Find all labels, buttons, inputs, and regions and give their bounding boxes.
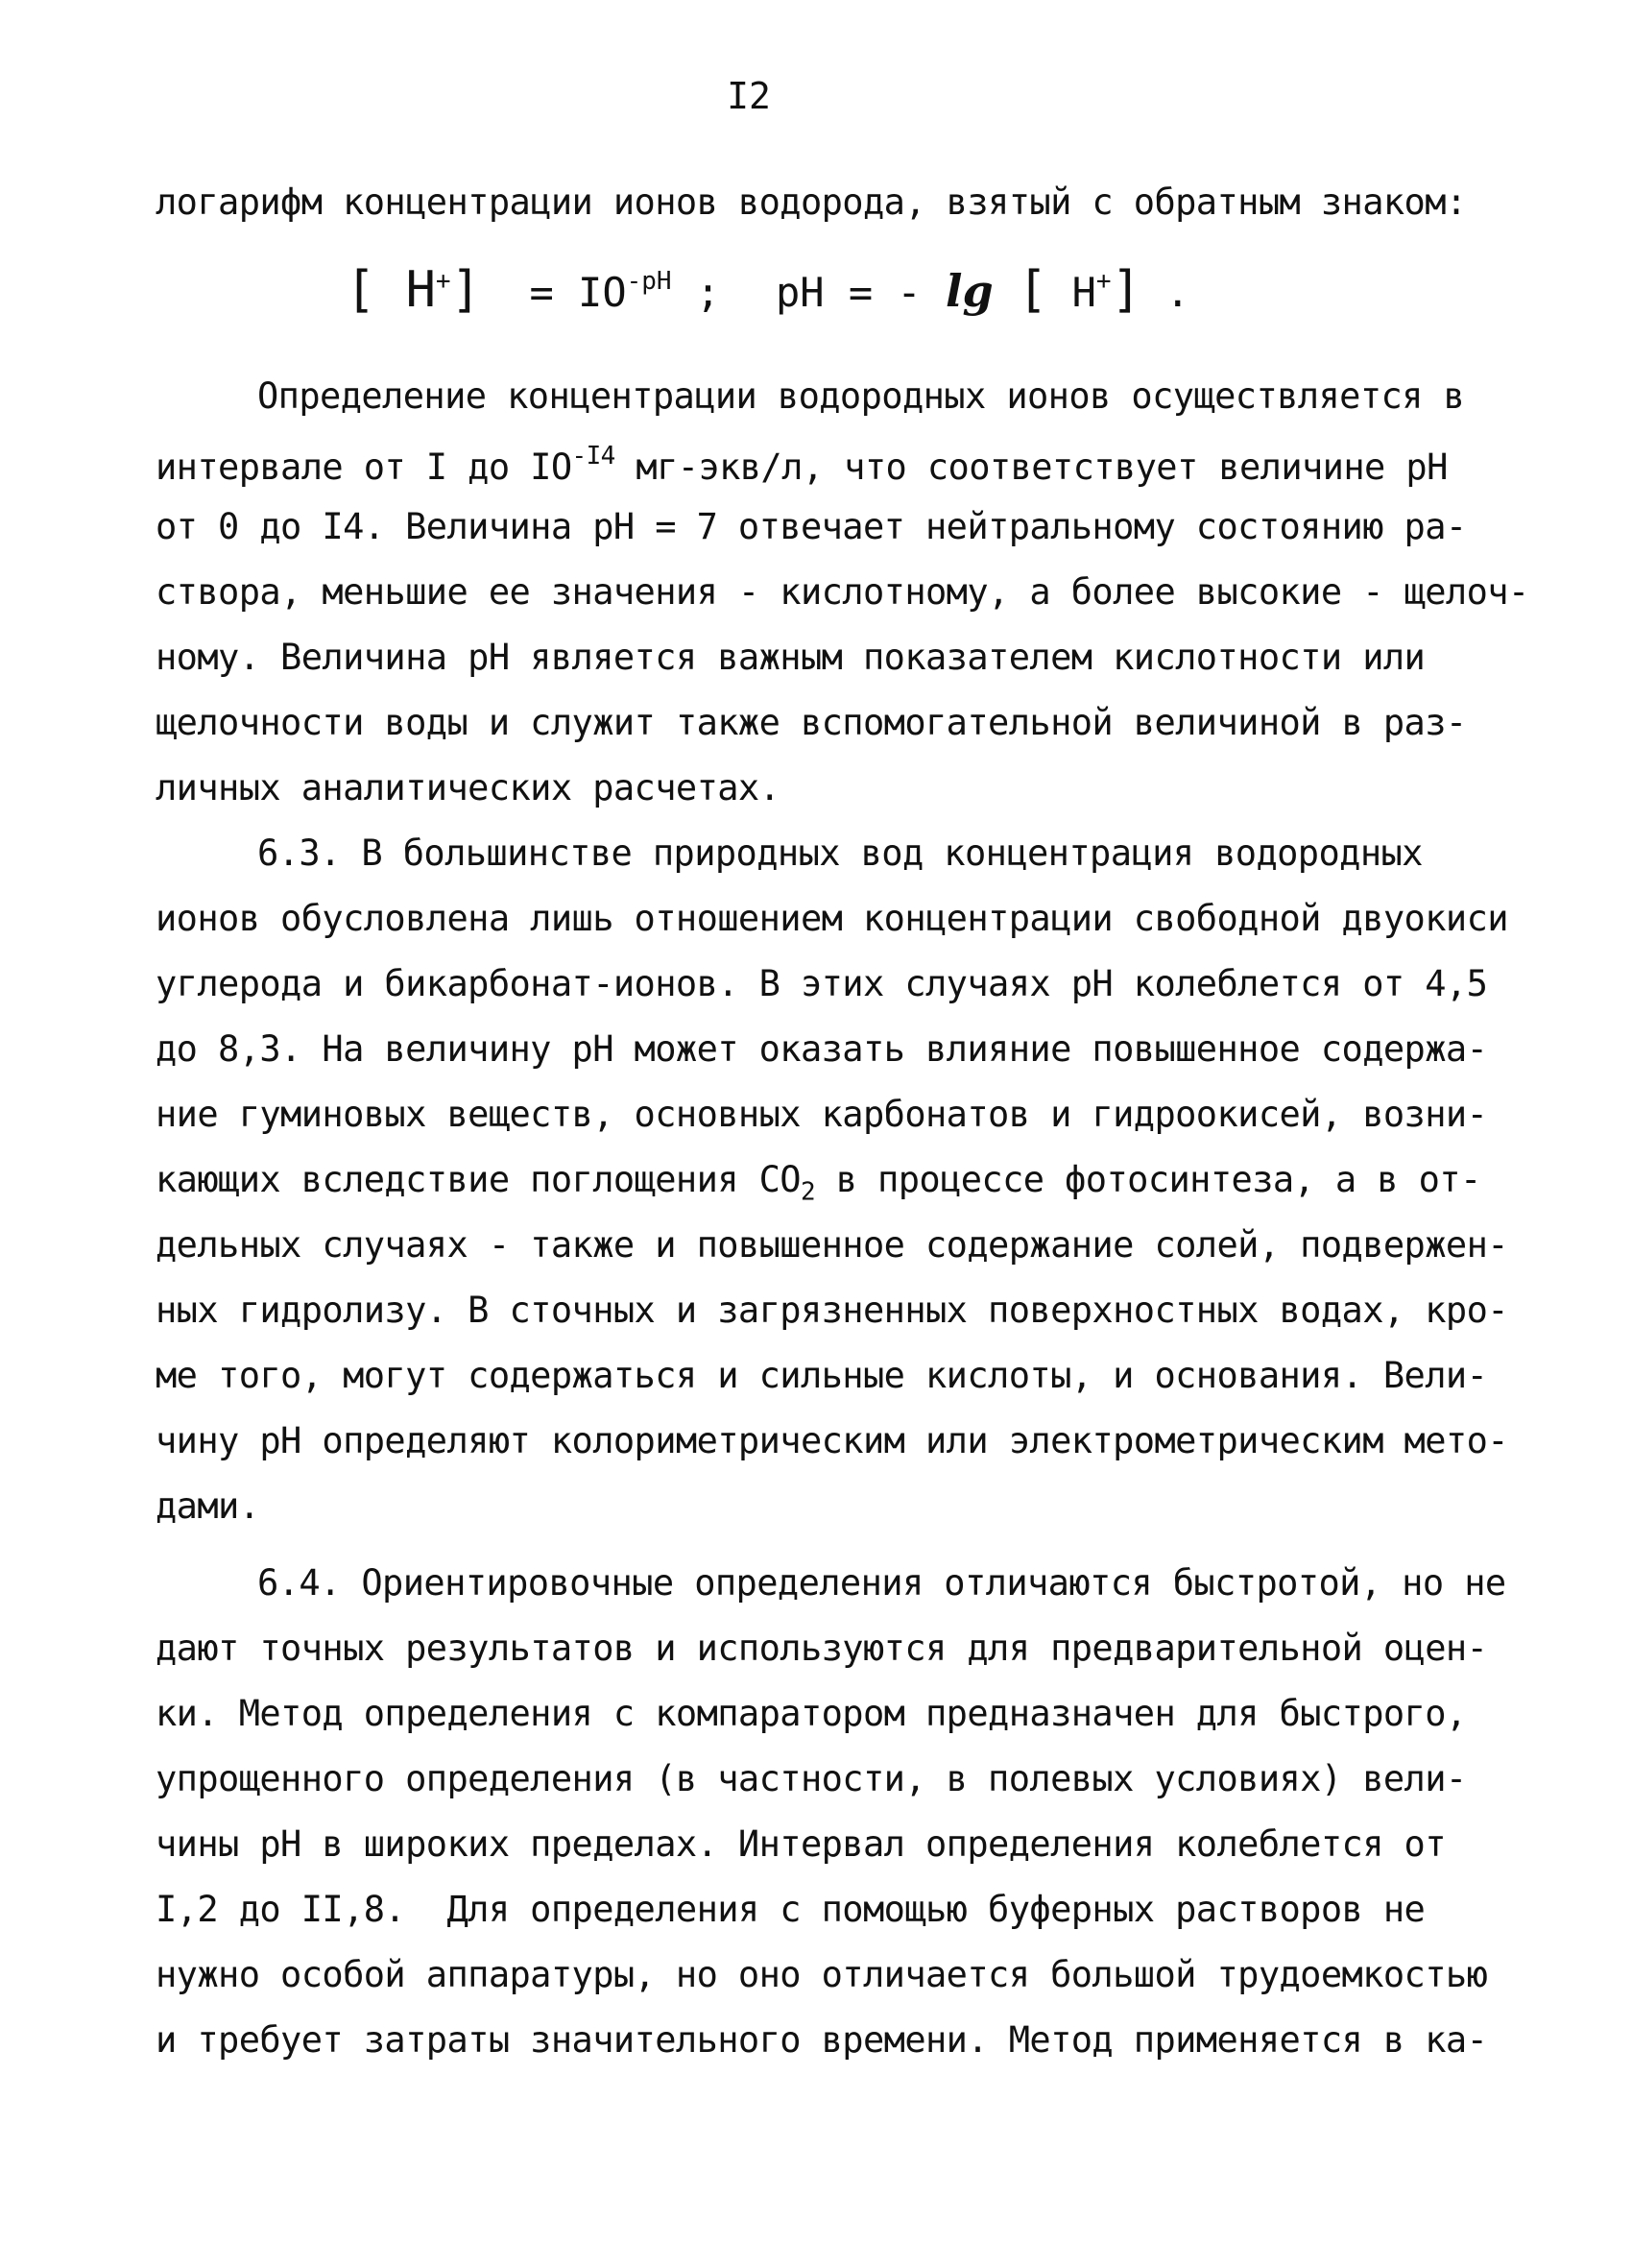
- page-number: I2: [727, 75, 771, 117]
- text-line: до 8,3. На величину pH может оказать влияние повышенное содержа-: [156, 1028, 1488, 1070]
- text-line: чину pH определяют колориметрическим или электрометрическим мето-: [156, 1420, 1508, 1461]
- text-line: углерода и бикарбонат-ионов. В этих случаях pH колеблется от 4,5: [156, 963, 1488, 1004]
- text-line: 6.3. В большинстве природных вод концентрация водородных: [257, 832, 1423, 874]
- formula-ph: pH = - lg [ H+] .: [776, 261, 1190, 319]
- text-line: и требует затраты значительного времени. Метод применяется в ка-: [156, 2019, 1488, 2061]
- text-line: дельных случаях - также и повышенное содержание солей, подвержен-: [156, 1224, 1508, 1266]
- text-line: ному. Величина pH является важным показателем кислотности или: [156, 637, 1426, 678]
- text-line: щелочности воды и служит также вспомогательной величиной в раз-: [156, 702, 1467, 743]
- text-line: интервале от I до $IO^{-I4}$ мг-экв/л, что соответствует величине pH: [156, 442, 1448, 488]
- text-line: ки. Метод определения с компаратором предназначен для быстрого,: [156, 1693, 1467, 1734]
- text-line: ние гуминовых веществ, основных карбонатов и гидроокисей, возни-: [156, 1094, 1488, 1135]
- text-line: логарифм концентрации ионов водорода, взятый с обратным знаком:: [156, 181, 1467, 223]
- text-line: упрощенного определения (в частности, в полевых условиях) вели-: [156, 1758, 1467, 1799]
- text-line: ме того, могут содержаться и сильные кислоты, и основания. Вели-: [156, 1355, 1488, 1396]
- text-line: от 0 до I4. Величина pH = 7 отвечает нейтральному состоянию ра-: [156, 506, 1467, 547]
- text-line: Определение концентрации водородных ионов осуществляется в: [257, 375, 1465, 417]
- text-line: личных аналитических расчетах.: [156, 767, 780, 808]
- text-line: нужно особой аппаратуры, но оно отличается большой трудоемкостью: [156, 1954, 1488, 1995]
- formula-concentration: [ $H^+] = IO^{-pH}$ ;: [346, 261, 721, 319]
- text-line: кающих вследствие поглощения $CO_2$ в процессе фотосинтеза, а в от-: [156, 1159, 1481, 1207]
- text-line: ионов обусловлена лишь отношением концентрации свободной двуокиси: [156, 898, 1508, 939]
- text-line: дают точных результатов и используются для предварительной оцен-: [156, 1628, 1488, 1669]
- text-line: I,2 до II,8. Для определения с помощью буферных растворов не: [156, 1889, 1426, 1930]
- text-line: ных гидролизу. В сточных и загрязненных поверхностных водах, кро-: [156, 1290, 1508, 1331]
- text-line: дами.: [156, 1485, 260, 1527]
- text-line: створа, меньшие ее значения - кислотному, а более высокие - щелоч-: [156, 571, 1529, 613]
- text-line: чины pH в широких пределах. Интервал определения колеблется от: [156, 1823, 1446, 1865]
- text-line: 6.4. Ориентировочные определения отличаются быстротой, но не: [257, 1562, 1506, 1604]
